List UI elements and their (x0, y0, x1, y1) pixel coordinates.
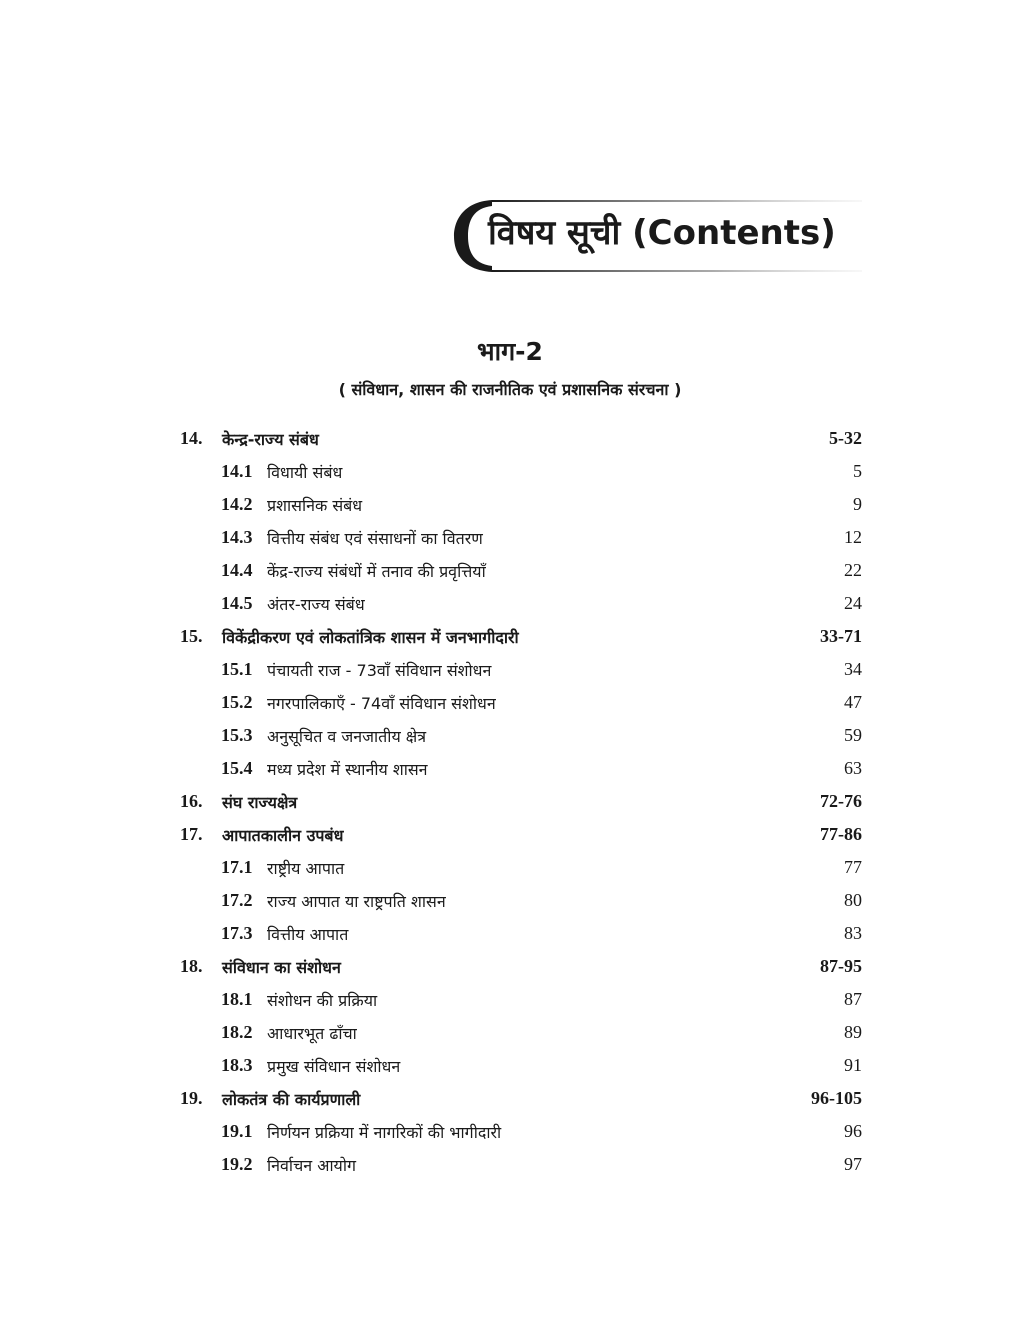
toc-entry-title: आधारभूत ढाँचा (267, 1024, 357, 1043)
toc-section-row[interactable] (180, 587, 862, 620)
toc-entry-title: विकेंद्रीकरण एवं लोकतांत्रिक शासन में जनभागीदारी (222, 628, 519, 647)
toc-entry-title: आपातकालीन उपबंध (222, 826, 344, 845)
toc-chapter-row[interactable] (180, 1082, 862, 1115)
toc-entry-title: विधायी संबंध (267, 463, 343, 482)
toc-entry-number: 15.4 (221, 758, 253, 778)
toc-entry-number: 15.2 (221, 692, 253, 712)
part-subheading: ( संविधान, शासन की राजनीतिक एवं प्रशासनिक संरचना ) (338, 380, 682, 399)
toc-entry-number: 19. (180, 1088, 203, 1108)
toc-entry-number: 18.3 (221, 1055, 253, 1075)
toc-chapter-row[interactable] (180, 620, 862, 653)
toc-section-row[interactable] (180, 488, 862, 521)
toc-entry-number: 15. (180, 626, 203, 646)
toc-entry-title: प्रमुख संविधान संशोधन (267, 1057, 401, 1076)
toc-entry-title: लोकतंत्र की कार्यप्रणाली (222, 1090, 361, 1109)
toc-section-row[interactable] (180, 752, 862, 785)
toc-entry-title: अनुसूचित व जनजातीय क्षेत्र (267, 727, 427, 746)
toc-entry-page: 87 (844, 989, 862, 1009)
toc-chapter-row[interactable] (180, 785, 862, 818)
toc-entry-title: वित्तीय संबंध एवं संसाधनों का वितरण (267, 529, 483, 548)
toc-entry-page: 9 (853, 494, 862, 514)
toc-section-row[interactable] (180, 521, 862, 554)
toc-entry-page: 87-95 (820, 956, 862, 976)
toc-entry-page: 72-76 (820, 791, 862, 811)
toc-entry-page: 63 (844, 758, 862, 778)
toc-entry-page: 59 (844, 725, 862, 745)
toc-chapter-row[interactable] (180, 818, 862, 851)
table-of-contents (180, 422, 862, 1181)
toc-entry-number: 19.2 (221, 1154, 253, 1174)
toc-entry-number: 14.3 (221, 527, 253, 547)
toc-entry-number: 15.3 (221, 725, 253, 745)
toc-entry-page: 24 (844, 593, 862, 613)
toc-entry-title: राष्ट्रीय आपात (267, 859, 345, 878)
toc-section-row[interactable] (180, 719, 862, 752)
toc-section-row[interactable] (180, 455, 862, 488)
toc-entry-number: 14. (180, 428, 203, 448)
toc-entry-title: राज्य आपात या राष्ट्रपति शासन (267, 892, 446, 911)
toc-section-row[interactable] (180, 1049, 862, 1082)
toc-entry-number: 17.2 (221, 890, 253, 910)
toc-entry-number: 17.3 (221, 923, 253, 943)
toc-entry-page: 22 (844, 560, 862, 580)
contents-banner (452, 198, 862, 274)
toc-entry-number: 14.5 (221, 593, 253, 613)
toc-entry-number: 14.4 (221, 560, 253, 580)
part-heading: भाग-2 (477, 337, 543, 366)
toc-entry-page: 33-71 (820, 626, 862, 646)
toc-entry-page: 5-32 (829, 428, 862, 448)
toc-entry-page: 5 (853, 461, 862, 481)
toc-entry-number: 17.1 (221, 857, 253, 877)
toc-entry-title: संघ राज्यक्षेत्र (222, 793, 298, 812)
toc-entry-page: 89 (844, 1022, 862, 1042)
toc-entry-title: केंद्र-राज्य संबंधों में तनाव की प्रवृत्तियाँ (267, 562, 486, 581)
toc-chapter-row[interactable] (180, 950, 862, 983)
toc-section-row[interactable] (180, 983, 862, 1016)
toc-entry-title: संशोधन की प्रक्रिया (267, 991, 378, 1010)
toc-entry-title: नगरपालिकाएँ - 74वाँ संविधान संशोधन (267, 694, 496, 713)
toc-entry-page: 97 (844, 1154, 862, 1174)
toc-entry-number: 14.1 (221, 461, 253, 481)
toc-entry-title: संविधान का संशोधन (222, 958, 341, 977)
toc-entry-title: वित्तीय आपात (267, 925, 349, 944)
toc-section-row[interactable] (180, 1115, 862, 1148)
toc-entry-page: 83 (844, 923, 862, 943)
toc-entry-page: 80 (844, 890, 862, 910)
toc-chapter-row[interactable] (180, 422, 862, 455)
toc-entry-title: प्रशासनिक संबंध (267, 496, 363, 515)
toc-section-row[interactable] (180, 554, 862, 587)
toc-entry-page: 34 (844, 659, 862, 679)
toc-entry-title: निर्वाचन आयोग (267, 1156, 356, 1175)
toc-entry-number: 16. (180, 791, 203, 811)
toc-entry-number: 15.1 (221, 659, 253, 679)
toc-entry-page: 77-86 (820, 824, 862, 844)
toc-entry-title: पंचायती राज - 73वाँ संविधान संशोधन (267, 661, 492, 680)
toc-entry-title: निर्णयन प्रक्रिया में नागरिकों की भागीदारी (267, 1123, 502, 1142)
toc-section-row[interactable] (180, 851, 862, 884)
toc-section-row[interactable] (180, 917, 862, 950)
toc-entry-number: 18.1 (221, 989, 253, 1009)
toc-entry-number: 18.2 (221, 1022, 253, 1042)
toc-entry-page: 77 (844, 857, 862, 877)
toc-entry-number: 19.1 (221, 1121, 253, 1141)
toc-entry-title: अंतर-राज्य संबंध (267, 595, 365, 614)
toc-entry-page: 96 (844, 1121, 862, 1141)
toc-entry-page: 96-105 (811, 1088, 862, 1108)
toc-entry-page: 91 (844, 1055, 862, 1075)
toc-section-row[interactable] (180, 884, 862, 917)
toc-section-row[interactable] (180, 653, 862, 686)
toc-entry-number: 18. (180, 956, 203, 976)
toc-entry-page: 12 (844, 527, 862, 547)
toc-entry-title: मध्य प्रदेश में स्थानीय शासन (267, 760, 428, 779)
toc-section-row[interactable] (180, 1016, 862, 1049)
toc-section-row[interactable] (180, 686, 862, 719)
toc-entry-title: केन्द्र-राज्य संबंध (222, 430, 319, 449)
contents-title: विषय सूची (Contents) (488, 213, 836, 253)
toc-section-row[interactable] (180, 1148, 862, 1181)
toc-entry-page: 47 (844, 692, 862, 712)
toc-entry-number: 14.2 (221, 494, 253, 514)
toc-entry-number: 17. (180, 824, 203, 844)
